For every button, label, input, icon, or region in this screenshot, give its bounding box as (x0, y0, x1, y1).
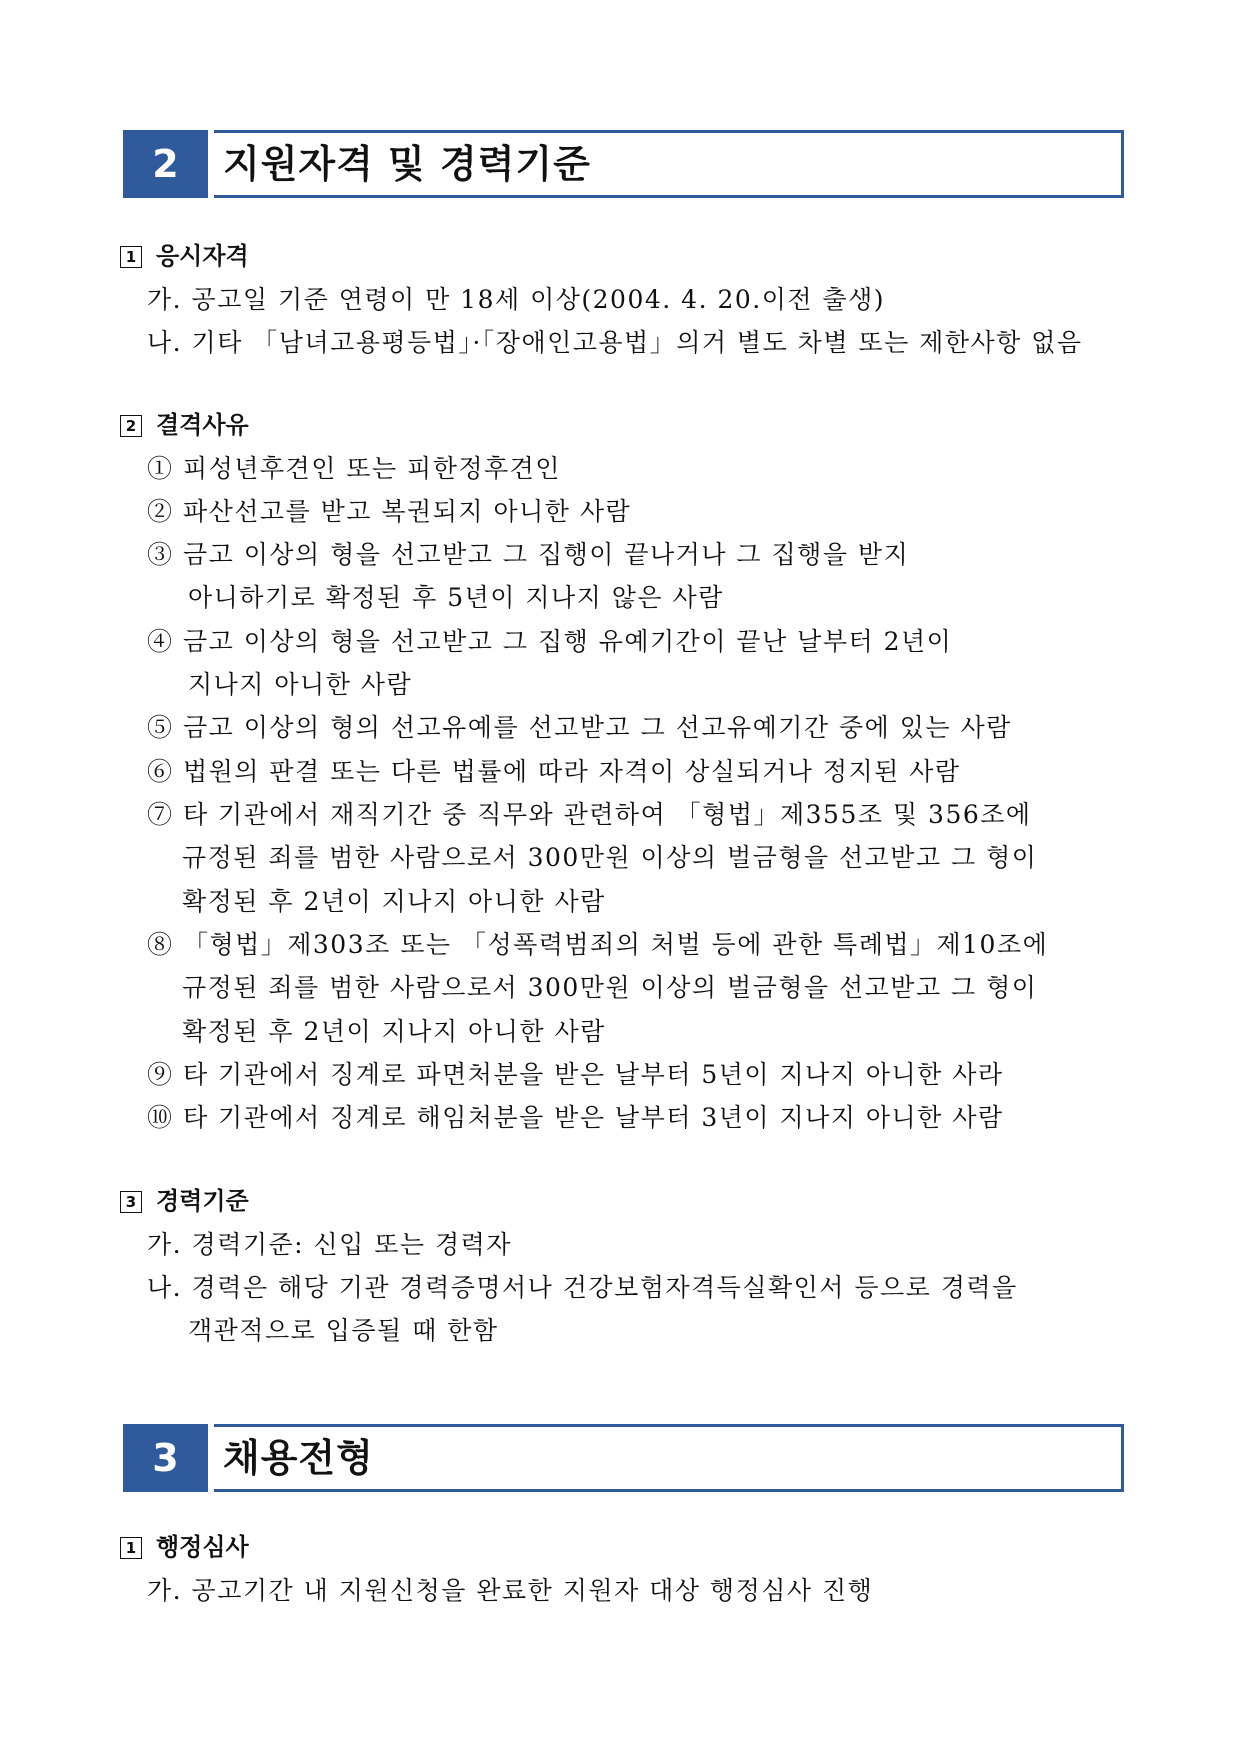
section-2-header (123, 130, 1124, 198)
subsection-title: 결격사유 (156, 411, 249, 439)
section-title: 채용전형 (223, 1436, 374, 1480)
disqualification-item-continued: 지나지 아니한 사람 (188, 670, 413, 699)
disqualification-item-continued: 아니하기로 확정된 후 5년이 지나지 않은 사람 (188, 583, 724, 612)
section-number: 3 (123, 1424, 208, 1492)
subsection-title: 행정심사 (156, 1533, 249, 1561)
disqualification-item: ② 파산선고를 받고 복권되지 아니한 사람 (147, 497, 632, 526)
subsection-number-box: 3 (120, 1191, 142, 1213)
disqualification-item: ⑩ 타 기관에서 징계로 해임처분을 받은 날부터 3년이 지나지 아니한 사람 (147, 1103, 1004, 1132)
career-item: 나. 경력은 해당 기관 경력증명서나 건강보험자격득실확인서 등으로 경력을 (147, 1273, 1018, 1302)
subsection-qualification-heading (120, 240, 249, 272)
career-item-continued: 객관적으로 입증될 때 한함 (188, 1316, 499, 1345)
disqualification-item: ⑤ 금고 이상의 형의 선고유예를 선고받고 그 선고유예기간 중에 있는 사람 (147, 713, 1012, 742)
subsection-number-box: 2 (120, 415, 142, 437)
disqualification-item-continued: 확정된 후 2년이 지나지 아니한 사람 (182, 887, 606, 916)
disqualification-item-continued: 확정된 후 2년이 지나지 아니한 사람 (182, 1017, 606, 1046)
section-title: 지원자격 및 경력기준 (223, 142, 591, 186)
disqualification-item: ⑧ 「형법」제303조 또는 「성폭력범죄의 처벌 등에 관한 특례법」제10조에 (147, 930, 1049, 959)
admin-review-item: 가. 공고기간 내 지원신청을 완료한 지원자 대상 행정심사 진행 (147, 1576, 874, 1605)
disqualification-item: ⑥ 법원의 판결 또는 다른 법률에 따라 자격이 상실되거나 정지된 사람 (147, 757, 961, 786)
disqualification-item: ⑦ 타 기관에서 재직기간 중 직무와 관련하여 「형법」제355조 및 356조에 (147, 800, 1032, 829)
qualification-item: 가. 공고일 기준 연령이 만 18세 이상(2004. 4. 20.이전 출생) (147, 285, 886, 314)
subsection-career-heading (120, 1185, 249, 1217)
subsection-title: 응시자격 (156, 242, 249, 270)
disqualification-item: ③ 금고 이상의 형을 선고받고 그 집행이 끝나거나 그 집행을 받지 (147, 540, 910, 569)
disqualification-item: ① 피성년후견인 또는 피한정후견인 (147, 454, 561, 483)
disqualification-item: ⑨ 타 기관에서 징계로 파면처분을 받은 날부터 5년이 지나지 아니한 사라 (147, 1060, 1004, 1089)
disqualification-item-continued: 규정된 죄를 범한 사람으로서 300만원 이상의 벌금형을 선고받고 그 형이 (182, 973, 1038, 1002)
qualification-item: 나. 기타 「남녀고용평등법」·「장애인고용법」의거 별도 차별 또는 제한사항 없음 (147, 328, 1083, 357)
section-3-header (123, 1424, 1124, 1492)
disqualification-item: ④ 금고 이상의 형을 선고받고 그 집행 유예기간이 끝난 날부터 2년이 (147, 627, 953, 656)
career-item: 가. 경력기준: 신입 또는 경력자 (147, 1230, 512, 1259)
subsection-admin-review-heading (120, 1531, 249, 1563)
subsection-disqualification-heading (120, 409, 249, 441)
subsection-title: 경력기준 (156, 1187, 249, 1215)
disqualification-item-continued: 규정된 죄를 범한 사람으로서 300만원 이상의 벌금형을 선고받고 그 형이 (182, 843, 1038, 872)
subsection-number-box: 1 (120, 1537, 142, 1559)
subsection-number-box: 1 (120, 246, 142, 268)
section-number: 2 (123, 130, 208, 198)
